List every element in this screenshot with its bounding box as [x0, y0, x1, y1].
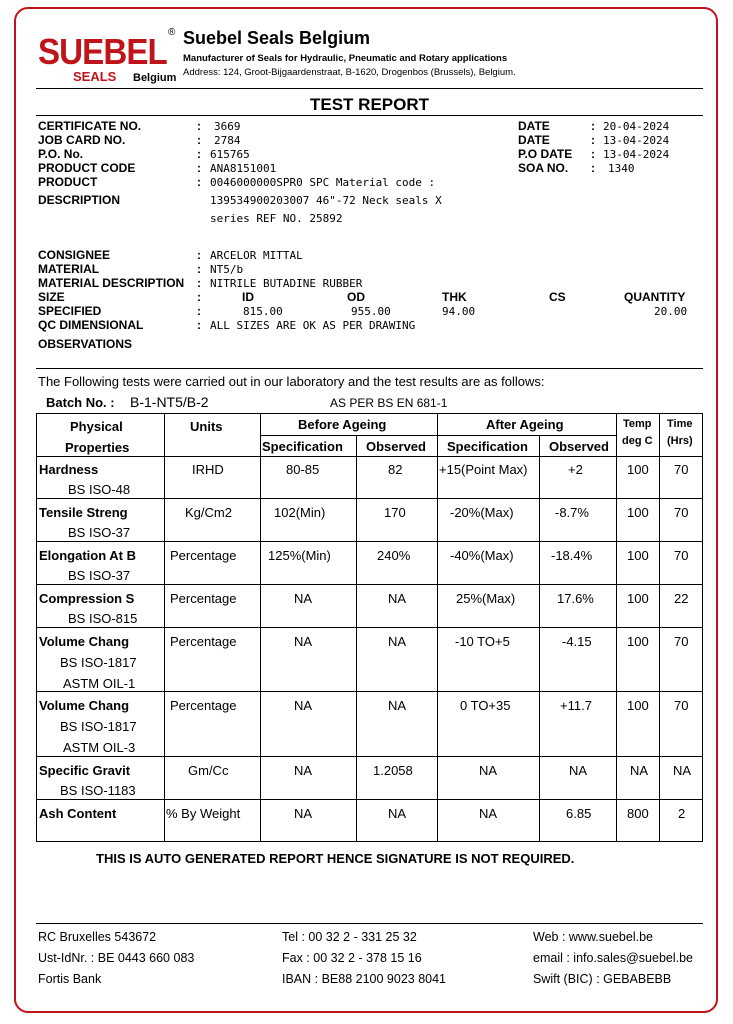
- observed-cell: NA: [388, 698, 407, 713]
- colon: :: [197, 262, 201, 276]
- registered-mark: ®: [168, 27, 176, 38]
- observed-cell: NA: [388, 591, 407, 606]
- footer-bank: Fortis Bank: [38, 972, 102, 986]
- field-label: SPECIFIED: [38, 304, 102, 318]
- header-temp-unit: deg C: [622, 435, 653, 447]
- temp-cell: 100: [627, 698, 649, 713]
- footer-fax: Fax : 00 32 2 - 378 15 16: [282, 951, 422, 965]
- property-name: Specific Gravit: [39, 763, 131, 778]
- field-label: JOB CARD NO.: [38, 133, 126, 147]
- field-label: CERTIFICATE NO.: [38, 119, 142, 133]
- field-label: SOA NO.: [518, 161, 569, 175]
- logo-subtitle: SEALS: [73, 69, 117, 84]
- temp-cell: 100: [627, 548, 649, 563]
- colon: :: [197, 304, 201, 318]
- header-before-ageing: Before Ageing: [298, 417, 387, 432]
- time-cell: 70: [674, 505, 689, 520]
- property-name: Hardness: [39, 462, 99, 477]
- footer-iban: IBAN : BE88 2100 9023 8041: [282, 972, 447, 986]
- specified-id: 815.00: [243, 305, 283, 318]
- time-cell: NA: [673, 763, 692, 778]
- field-label: OBSERVATIONS: [38, 337, 133, 351]
- batch-value: B-1-NT5/B-2: [130, 394, 209, 410]
- colon: :: [591, 147, 595, 161]
- units-cell: Gm/Cc: [188, 763, 229, 778]
- colon: :: [197, 119, 201, 133]
- auto-generated-note: THIS IS AUTO GENERATED REPORT HENCE SIGNATURE IS NOT REQUIRED.: [96, 851, 575, 866]
- header-observed-after: Observed: [549, 439, 609, 454]
- temp-cell: NA: [630, 763, 649, 778]
- colon: :: [197, 276, 201, 290]
- company-name: Suebel Seals Belgium: [183, 28, 371, 48]
- colon: :: [197, 133, 201, 147]
- field-label: PRODUCT: [38, 175, 98, 189]
- footer-web[interactable]: Web : www.suebel.be: [533, 930, 653, 944]
- time-cell: 22: [674, 591, 689, 606]
- field-value: ANA8151001: [210, 162, 277, 175]
- footer-divider: [36, 923, 703, 924]
- spec-cell: NA: [294, 698, 313, 713]
- units-cell: IRHD: [192, 462, 224, 477]
- temp-cell: 100: [627, 505, 649, 520]
- property-standard: BS ISO-1817: [60, 655, 137, 670]
- property-name: Tensile Streng: [39, 505, 128, 520]
- field-value: 2784: [214, 134, 241, 147]
- spec-after-cell: -20%(Max): [450, 505, 514, 520]
- observed-after-cell: +2: [568, 462, 583, 477]
- spec-after-cell: +15(Point Max): [439, 462, 528, 477]
- spec-cell: NA: [294, 806, 313, 821]
- field-label: SIZE: [38, 290, 65, 304]
- field-label: CONSIGNEE: [38, 248, 111, 262]
- colon: :: [197, 175, 201, 189]
- observed-after-cell: NA: [569, 763, 588, 778]
- property-standard: BS ISO-37: [68, 525, 131, 540]
- field-value: 20-04-2024: [603, 120, 670, 133]
- field-value: 1340: [608, 162, 635, 175]
- property-name: Volume Chang: [39, 698, 130, 713]
- units-cell: Percentage: [170, 591, 237, 606]
- property-standard: BS ISO-1183: [60, 783, 136, 798]
- observed-cell: 240%: [377, 548, 411, 563]
- spec-cell: NA: [294, 763, 313, 778]
- time-cell: 70: [674, 634, 689, 649]
- header-after-ageing: After Ageing: [486, 417, 564, 432]
- colon: :: [197, 161, 201, 175]
- spec-after-cell: -10 TO+5: [455, 634, 510, 649]
- observed-cell: NA: [388, 634, 407, 649]
- colon: :: [591, 119, 595, 133]
- header-units: Units: [190, 419, 223, 434]
- specified-quantity: 20.00: [654, 305, 688, 318]
- field-value: 13-04-2024: [603, 148, 670, 161]
- field-value: 0046000000SPR0 SPC Material code :: [210, 176, 436, 189]
- specified-thk: 94.00: [442, 305, 476, 318]
- batch-label: Batch No. :: [46, 395, 115, 410]
- description-line: series REF NO. 25892: [210, 212, 343, 225]
- field-label: P.O. No.: [38, 147, 84, 161]
- property-standard: ASTM OIL-1: [63, 676, 136, 691]
- header-physical: Physical: [70, 419, 123, 434]
- header-time: Time: [667, 418, 693, 430]
- header-specification-after: Specification: [447, 439, 528, 454]
- colon: :: [197, 147, 201, 161]
- company-tagline: Manufacturer of Seals for Hydraulic, Pneumatic and Rotary applications: [183, 53, 508, 64]
- header-observed: Observed: [366, 439, 426, 454]
- time-cell: 2: [678, 806, 686, 821]
- footer-registration: RC Bruxelles 543672: [38, 930, 157, 944]
- footer-email[interactable]: email : info.sales@suebel.be: [533, 951, 693, 965]
- observed-after-cell: -8.7%: [555, 505, 589, 520]
- batch-standard: AS PER BS EN 681-1: [330, 396, 448, 410]
- spec-cell: NA: [294, 591, 313, 606]
- header-specification: Specification: [262, 439, 343, 454]
- header-temp: Temp: [623, 418, 652, 430]
- temp-cell: 100: [627, 634, 649, 649]
- header-properties: Properties: [65, 440, 130, 455]
- size-thk-header: THK: [442, 290, 467, 304]
- field-value: 13-04-2024: [603, 134, 670, 147]
- field-value: ALL SIZES ARE OK AS PER DRAWING: [210, 319, 416, 332]
- footer-vat: Ust-IdNr. : BE 0443 660 083: [38, 951, 195, 965]
- time-cell: 70: [674, 698, 689, 713]
- header-time-unit: (Hrs): [667, 435, 693, 447]
- observed-cell: 170: [384, 505, 406, 520]
- footer-swift: Swift (BIC) : GEBABEBB: [533, 972, 672, 986]
- size-cs-header: CS: [549, 290, 566, 304]
- units-cell: Percentage: [170, 634, 237, 649]
- property-name: Compression S: [39, 591, 135, 606]
- field-label: DESCRIPTION: [38, 193, 121, 207]
- field-label: MATERIAL DESCRIPTION: [38, 276, 185, 290]
- observed-cell: NA: [388, 806, 407, 821]
- observed-cell: 1.2058: [373, 763, 413, 778]
- spec-after-cell: NA: [479, 763, 498, 778]
- field-label: QC DIMENSIONAL: [38, 318, 144, 332]
- company-address: Address: 124, Groot-Bijgaardenstraat, B-1620, Drogenbos (Brussels), Belgium.: [183, 67, 516, 78]
- spec-cell: 125%(Min): [268, 548, 331, 563]
- time-cell: 70: [674, 462, 689, 477]
- colon: :: [197, 290, 201, 304]
- field-value: NT5/b: [210, 263, 244, 276]
- page-title: TEST REPORT: [310, 95, 430, 114]
- spec-after-cell: 0 TO+35: [460, 698, 511, 713]
- units-cell: Percentage: [170, 698, 237, 713]
- units-cell: Kg/Cm2: [185, 505, 232, 520]
- field-value: 3669: [214, 120, 241, 133]
- colon: :: [591, 161, 595, 175]
- spec-cell: 80-85: [286, 462, 320, 477]
- tests-intro: The Following tests were carried out in our laboratory and the test results are as follows:: [38, 374, 545, 389]
- spec-after-cell: NA: [479, 806, 498, 821]
- size-id-header: ID: [242, 290, 254, 304]
- units-cell: % By Weight: [166, 806, 241, 821]
- field-label: DATE: [518, 133, 550, 147]
- colon: :: [197, 318, 201, 332]
- footer-tel: Tel : 00 32 2 - 331 25 32: [282, 930, 417, 944]
- temp-cell: 800: [627, 806, 649, 821]
- property-standard: BS ISO-37: [68, 568, 131, 583]
- observed-after-cell: 17.6%: [557, 591, 594, 606]
- temp-cell: 100: [627, 591, 649, 606]
- size-quantity-header: QUANTITY: [624, 290, 686, 304]
- property-standard: ASTM OIL-3: [63, 740, 136, 755]
- spec-cell: 102(Min): [274, 505, 326, 520]
- observed-cell: 82: [388, 462, 403, 477]
- observed-after-cell: -18.4%: [551, 548, 593, 563]
- colon: :: [591, 133, 595, 147]
- field-value: NITRILE BUTADINE RUBBER: [210, 277, 363, 290]
- temp-cell: 100: [627, 462, 649, 477]
- field-label: P.O DATE: [518, 147, 573, 161]
- field-label: MATERIAL: [38, 262, 100, 276]
- time-cell: 70: [674, 548, 689, 563]
- field-value: 615765: [210, 148, 250, 161]
- property-name: Elongation At B: [39, 548, 137, 563]
- property-standard: BS ISO-815: [68, 611, 138, 626]
- property-name: Ash Content: [39, 806, 117, 821]
- colon: :: [197, 248, 201, 262]
- field-label: DATE: [518, 119, 550, 133]
- property-name: Volume Chang: [39, 634, 130, 649]
- description-line: 13953490020300​7 46"-72 Neck seals X: [210, 194, 442, 207]
- field-label: PRODUCT CODE: [38, 161, 136, 175]
- specified-od: 955.00: [351, 305, 391, 318]
- spec-cell: NA: [294, 634, 313, 649]
- size-od-header: OD: [347, 290, 365, 304]
- units-cell: Percentage: [170, 548, 237, 563]
- property-standard: BS ISO-1817: [60, 719, 137, 734]
- brand-logo: SUEBEL: [38, 31, 167, 72]
- spec-after-cell: 25%(Max): [456, 591, 516, 606]
- field-value: ARCELOR MITTAL: [210, 249, 303, 262]
- observed-after-cell: 6.85: [566, 806, 592, 821]
- observed-after-cell: -4.15: [562, 634, 592, 649]
- observed-after-cell: +11.7: [560, 698, 592, 713]
- property-standard: BS ISO-48: [68, 482, 131, 497]
- logo-country: Belgium: [133, 72, 177, 84]
- spec-after-cell: -40%(Max): [450, 548, 514, 563]
